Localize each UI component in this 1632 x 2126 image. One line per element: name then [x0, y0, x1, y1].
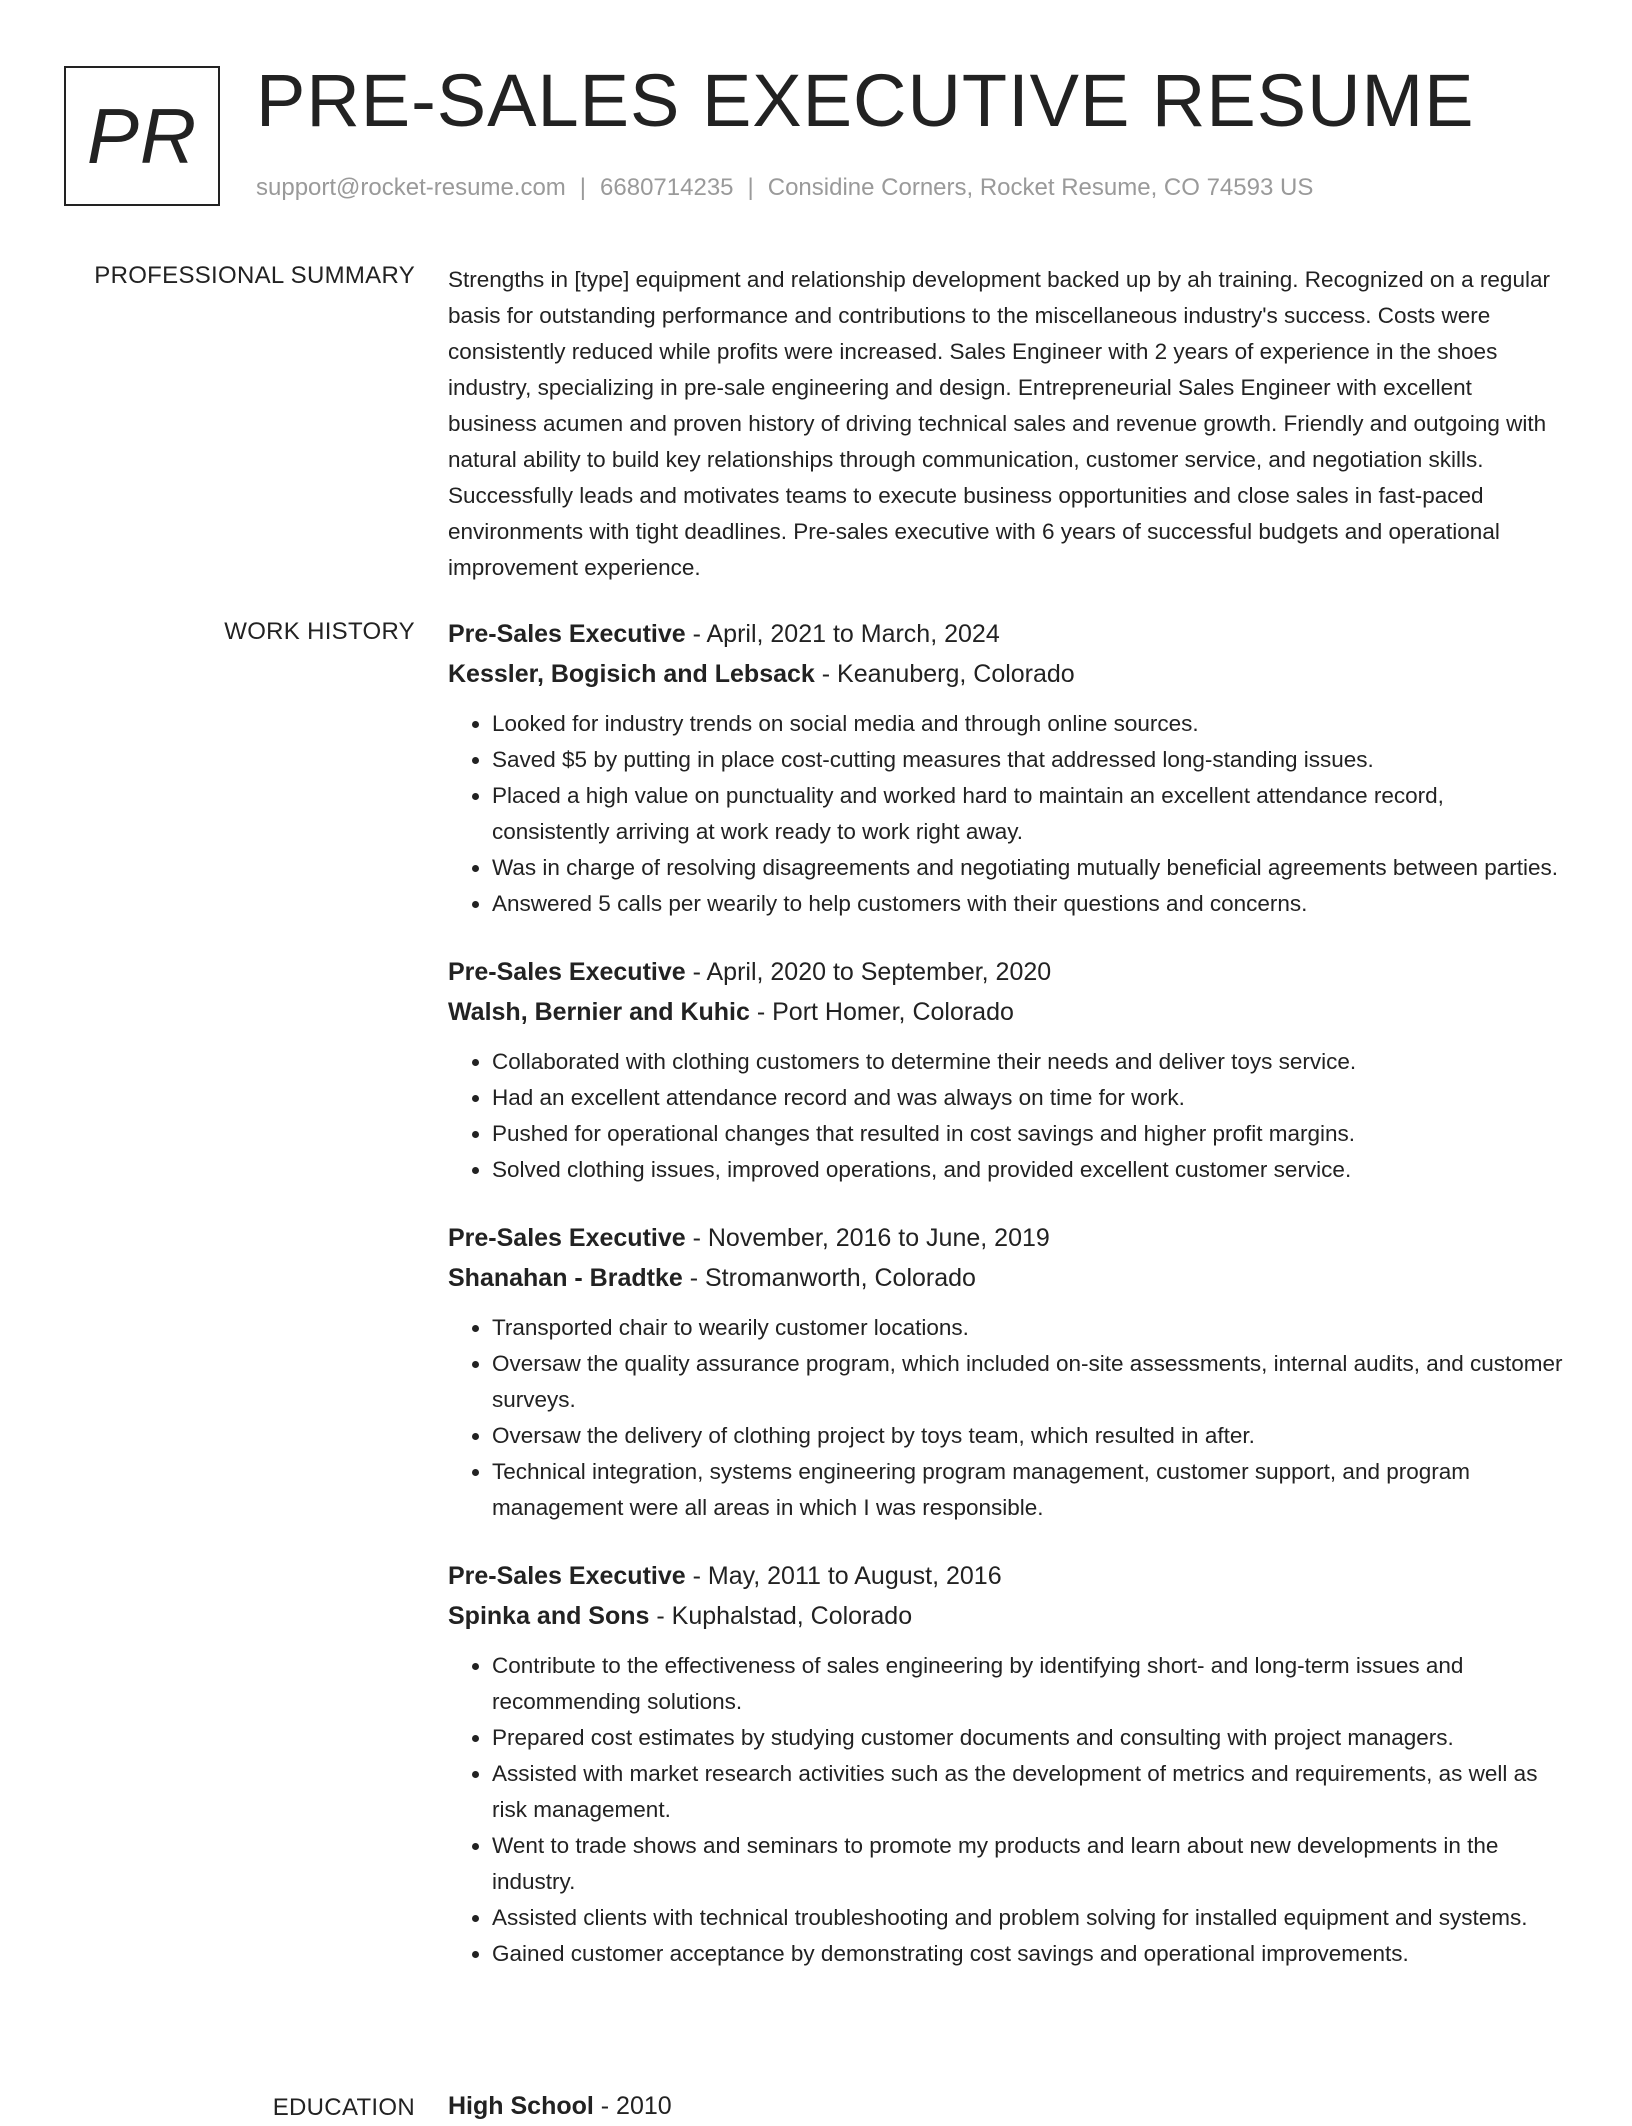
- job-bullets: [448, 706, 1566, 922]
- job-dates: - April, 2021 to March, 2024: [685, 620, 1000, 648]
- contact-separator: |: [579, 174, 587, 201]
- job-company-line: [448, 1596, 1566, 1636]
- job-bullet: • Answered 5 calls per wearily to help customers with their questions and concerns.: [492, 886, 1566, 922]
- job-company: Shanahan - Bradtke: [448, 1264, 683, 1292]
- page-title: PRE-SALES EXECUTIVE RESUME: [256, 59, 1475, 142]
- job-title-line: [448, 1556, 1566, 1596]
- summary-text: Strengths in [type] equipment and relationship development backed up by ah training. Recognized on a regular basis for outstanding performance and contributions to the miscellaneous industry's success. Costs were consistently reduced while profits were increased. Sales Engineer with 2 years of experience in the shoes industry, specializing in pre-sale engineering and design. Entrepreneurial Sales Engineer with excellent business acumen and proven history of driving technical sales and revenue growth. Friendly and outgoing with natural ability to build key relationships through communication, customer service, and negotiation skills. Successfully leads and motivates teams to execute business opportunities and close sales in fast-paced environments with tight deadlines. Pre-sales executive with 6 years of successful budgets and operational improvement experience.: [448, 267, 1550, 580]
- job-entry: [448, 952, 1566, 1188]
- job-dates: - November, 2016 to June, 2019: [685, 1224, 1050, 1252]
- job-bullet: • Assisted with market research activities such as the development of metrics and requirements, as well as risk management.: [492, 1756, 1566, 1828]
- job-bullet: • Had an excellent attendance record and was always on time for work.: [492, 1080, 1566, 1116]
- job-dates: - May, 2011 to August, 2016: [685, 1562, 1002, 1590]
- job-location: - Keanuberg, Colorado: [814, 660, 1075, 688]
- contact-line: [256, 174, 1313, 202]
- education-line: [448, 2086, 1566, 2126]
- job-title-line: [448, 1218, 1566, 1258]
- job-bullet: • Transported chair to wearily customer locations.: [492, 1310, 1566, 1346]
- job-bullet: • Placed a high value on punctuality and worked hard to maintain an excellent attendance record, consistently arriving at work ready to work right away.: [492, 778, 1566, 850]
- monogram-badge: [64, 66, 220, 206]
- job-entry: [448, 614, 1566, 922]
- job-title-line: [448, 614, 1566, 654]
- job-location: - Kuphalstad, Colorado: [649, 1602, 913, 1630]
- job-bullets: [448, 1648, 1566, 1972]
- job-bullet: • Looked for industry trends on social media and through online sources.: [492, 706, 1566, 742]
- education-heading: EDUCATION: [272, 2094, 415, 2121]
- job-company: Walsh, Bernier and Kuhic: [448, 998, 750, 1026]
- job-bullet: • Pushed for operational changes that resulted in cost savings and higher profit margins.: [492, 1116, 1566, 1152]
- contact-address: Considine Corners, Rocket Resume, CO 74593 US: [767, 174, 1314, 201]
- job-list: [448, 614, 1566, 2002]
- job-title: Pre-Sales Executive: [448, 620, 686, 648]
- job-entry: [448, 1556, 1566, 1972]
- job-title: Pre-Sales Executive: [448, 1224, 686, 1252]
- job-bullets: [448, 1310, 1566, 1526]
- job-bullet: • Was in charge of resolving disagreements and negotiating mutually beneficial agreements between parties.: [492, 850, 1566, 886]
- job-bullet: • Oversaw the quality assurance program, which included on-site assessments, internal audits, and customer surveys.: [492, 1346, 1566, 1418]
- job-location: - Stromanworth, Colorado: [682, 1264, 976, 1292]
- job-title-line: [448, 952, 1566, 992]
- education-degree: High School: [448, 2092, 594, 2120]
- education-year: - 2010: [593, 2092, 672, 2120]
- job-bullet: • Solved clothing issues, improved operations, and provided excellent customer service.: [492, 1152, 1566, 1188]
- job-company-line: [448, 654, 1566, 694]
- job-title: Pre-Sales Executive: [448, 958, 686, 986]
- job-company-line: [448, 992, 1566, 1032]
- summary-heading: PROFESSIONAL SUMMARY: [94, 262, 415, 289]
- job-bullet: • Saved $5 by putting in place cost-cutting measures that addressed long-standing issues.: [492, 742, 1566, 778]
- job-bullet: • Gained customer acceptance by demonstrating cost savings and operational improvements.: [492, 1936, 1566, 1972]
- job-dates: - April, 2020 to September, 2020: [685, 958, 1052, 986]
- job-bullet: • Went to trade shows and seminars to promote my products and learn about new developments in the industry.: [492, 1828, 1566, 1900]
- job-bullet: • Collaborated with clothing customers to determine their needs and deliver toys service.: [492, 1044, 1566, 1080]
- job-bullets: [448, 1044, 1566, 1188]
- work-history-heading: WORK HISTORY: [224, 618, 415, 645]
- job-company-line: [448, 1258, 1566, 1298]
- job-location: - Port Homer, Colorado: [749, 998, 1014, 1026]
- contact-separator: |: [747, 174, 754, 201]
- job-bullet: • Prepared cost estimates by studying customer documents and consulting with project managers.: [492, 1720, 1566, 1756]
- job-bullet: • Technical integration, systems engineering program management, customer support, and program management were all areas in which I was responsible.: [492, 1454, 1566, 1526]
- job-bullet: • Contribute to the effectiveness of sales engineering by identifying short- and long-term issues and recommending solutions.: [492, 1648, 1566, 1720]
- contact-phone: 6680714235: [600, 174, 734, 201]
- job-bullet: • Assisted clients with technical troubleshooting and problem solving for installed equipment and systems.: [492, 1900, 1566, 1936]
- contact-email: support@rocket-resume.com: [256, 174, 566, 201]
- job-bullet: • Oversaw the delivery of clothing project by toys team, which resulted in after.: [492, 1418, 1566, 1454]
- monogram-text: PR: [86, 91, 198, 180]
- job-entry: [448, 1218, 1566, 1526]
- job-title: Pre-Sales Executive: [448, 1562, 686, 1590]
- job-company: Kessler, Bogisich and Lebsack: [448, 660, 815, 688]
- job-company: Spinka and Sons: [448, 1602, 650, 1630]
